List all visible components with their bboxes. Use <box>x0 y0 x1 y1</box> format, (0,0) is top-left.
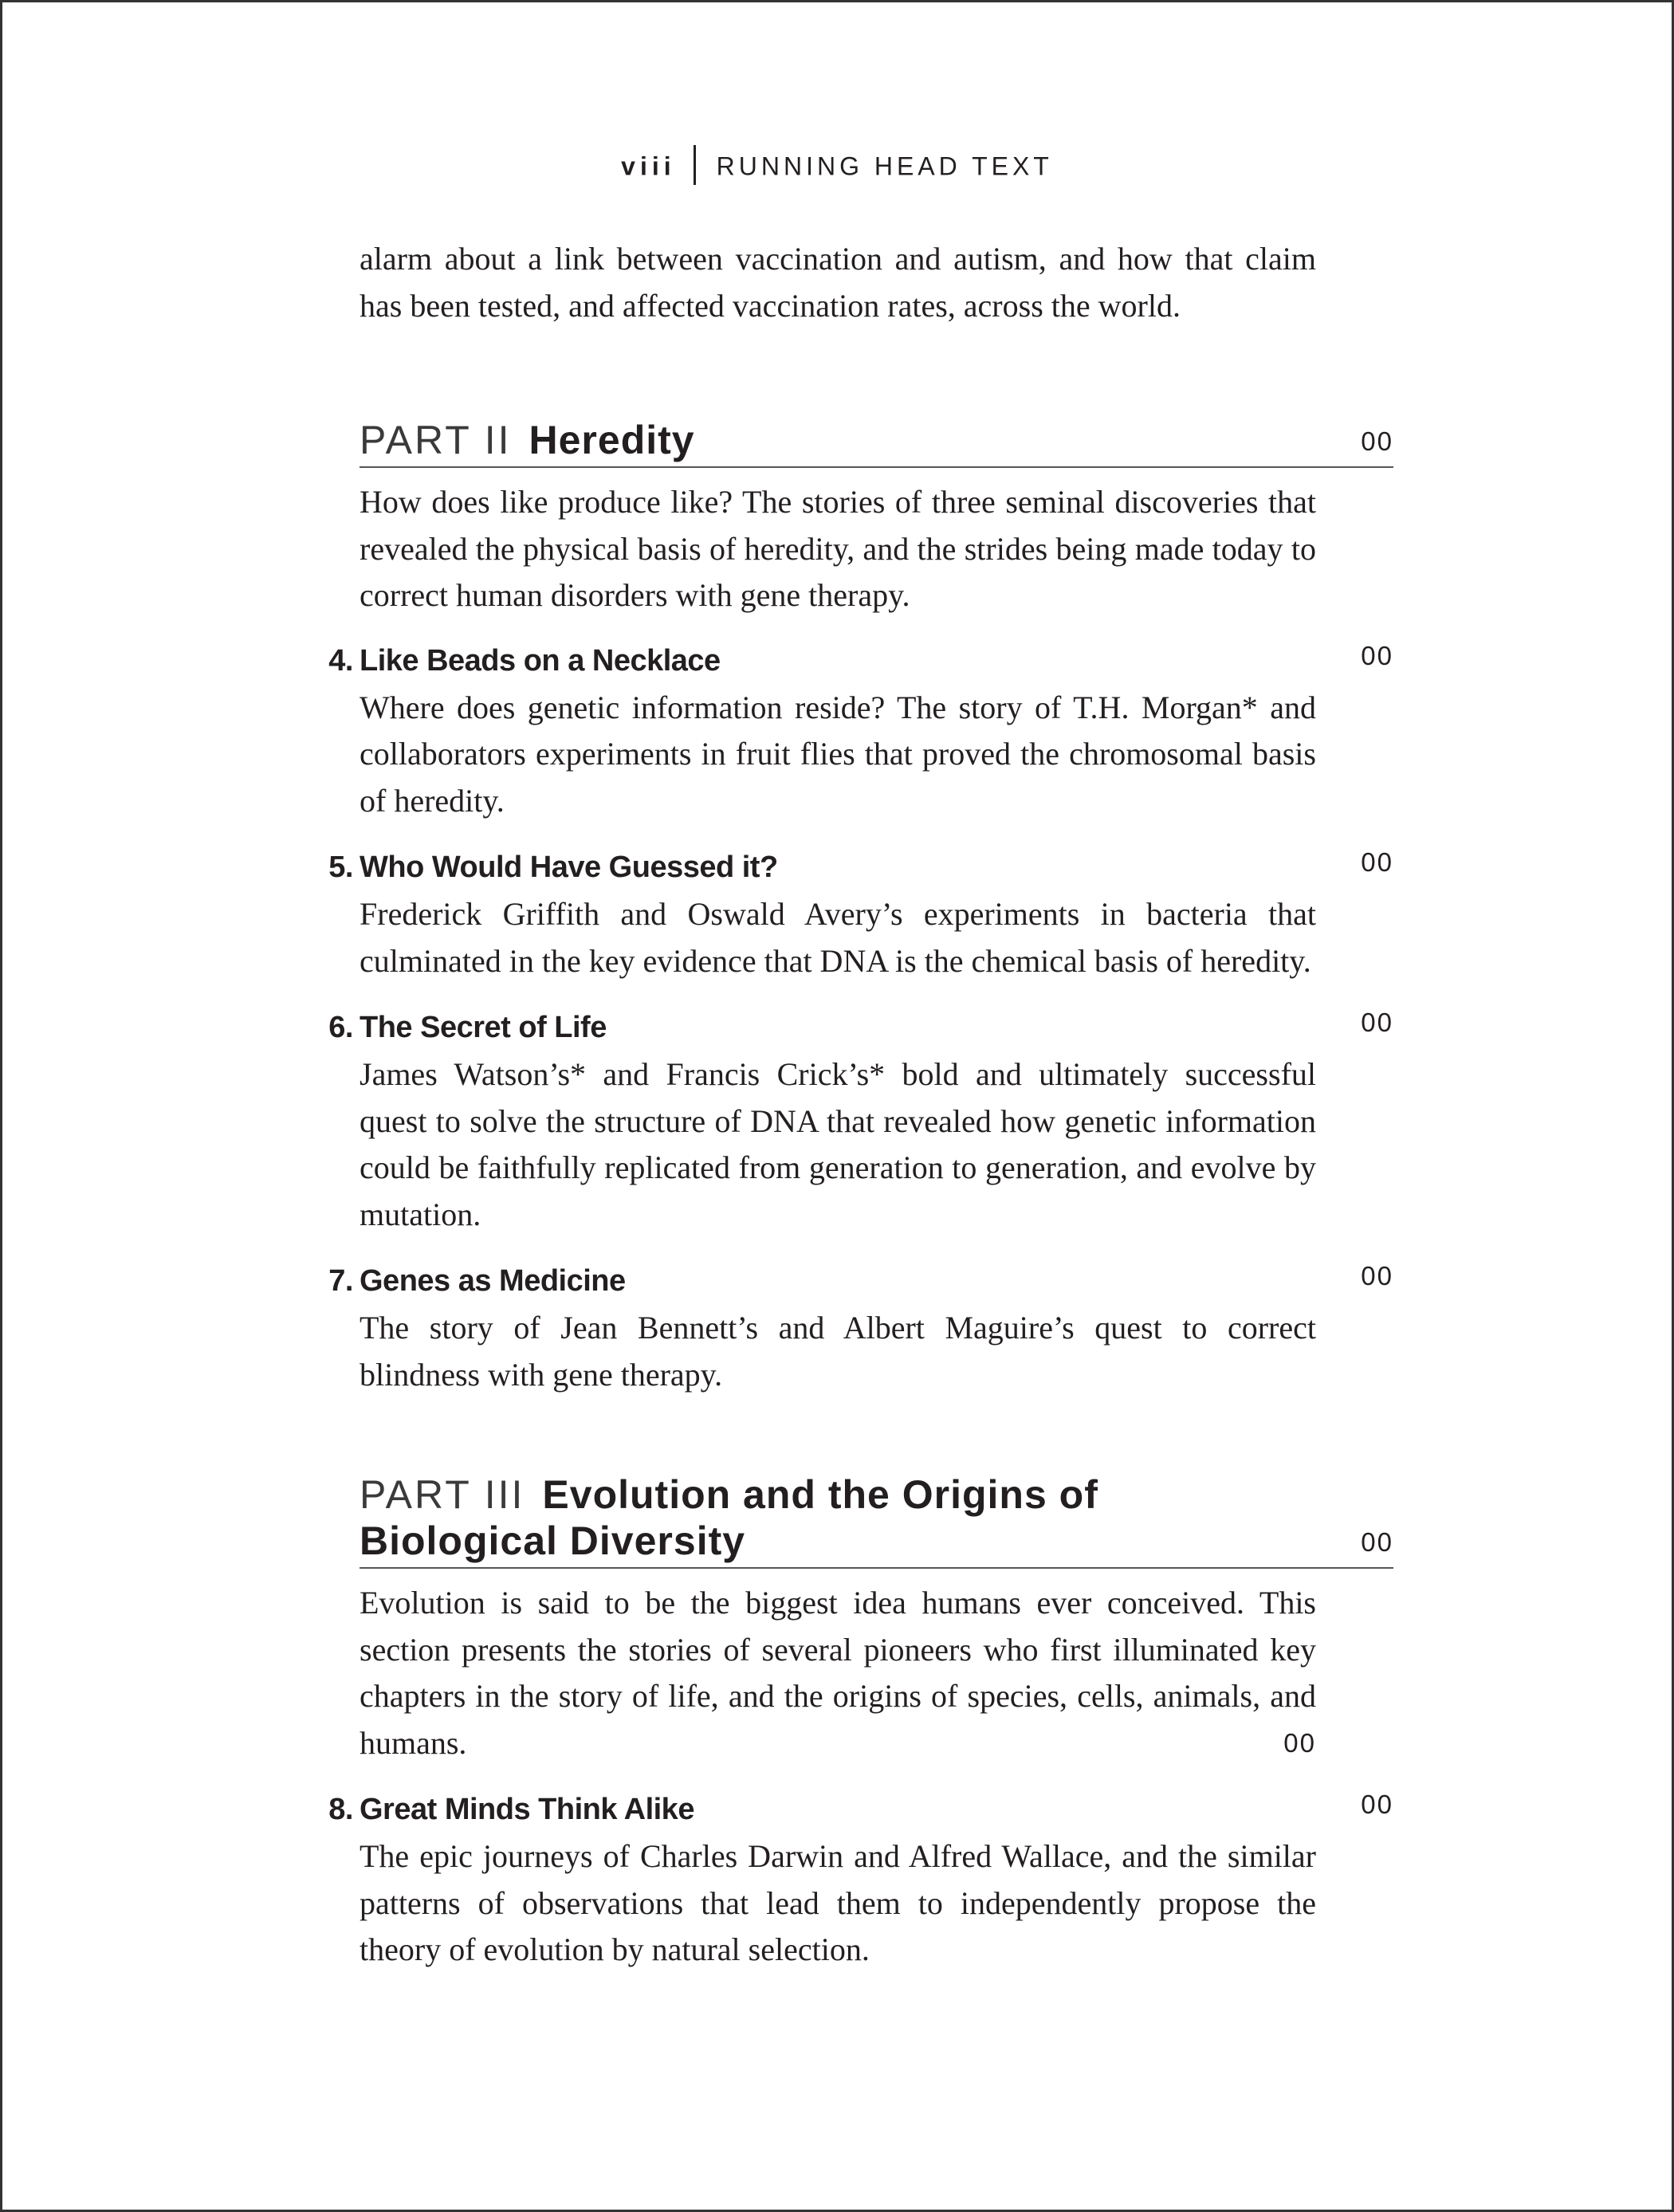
running-head-divider <box>694 145 696 185</box>
folio-page-number: viii <box>621 151 676 181</box>
chapter-title: Like Beads on a Necklace <box>360 643 721 678</box>
chapter-number: 5. <box>328 851 353 884</box>
chapter-page-number: 00 <box>1361 1008 1393 1037</box>
running-head <box>0 148 1674 188</box>
chapter-heading <box>328 847 1393 888</box>
chapter-description: The story of Jean Bennett’s and Albert Maguire’s quest to correct blindness with gene therapy. <box>360 1310 1316 1393</box>
chapter-page-number: 00 <box>1361 1790 1393 1819</box>
part-name: Evolution and the Origins of Biological Diversity <box>360 1472 1098 1563</box>
part-title <box>360 417 1276 466</box>
part-page-number: 00 <box>1361 1527 1393 1557</box>
chapter-title: Who Would Have Guessed it? <box>360 851 778 884</box>
part-description: How does like produce like? The stories of three seminal discoveries that revealed the physical basis of heredity, and the strides being made today to correct human disorders with gene therapy. <box>360 484 1316 613</box>
chapter-page-number: 00 <box>1361 1261 1393 1291</box>
chapter-heading <box>328 640 1393 682</box>
chapter-description: Frederick Griffith and Oswald Avery’s experiments in bacteria that culminated in the key evidence that DNA is the chemical basis of heredity. <box>360 896 1316 979</box>
chapter-description: James Watson’s* and Francis Crick’s* bold and ultimately successful quest to solve the structure of DNA that revealed how genetic information could be faithfully replicated from generation to generation, and evolve by mutation. <box>360 1056 1316 1232</box>
part-page-number: 00 <box>1361 426 1393 456</box>
chapter-number: 4. <box>328 643 353 678</box>
part-name: Heredity <box>529 418 695 462</box>
chapter-number: 7. <box>328 1264 353 1298</box>
chapter-heading <box>328 1007 1393 1048</box>
chapter-title: Great Minds Think Alike <box>360 1793 694 1826</box>
chapter-description: Where does genetic information reside? The story of T.H. Morgan* and collaborators experiments in fruit flies that proved the chromosomal basis of heredity. <box>360 689 1316 819</box>
running-head-text: RUNNING HEAD TEXT <box>716 151 1053 181</box>
part-description-text: Evolution is said to be the biggest idea humans ever conceived. This section presents the stories of several pioneers who first illuminated key chapters in the story of life, and the origins of species, cells, animals, and humans. <box>360 1585 1316 1761</box>
chapter-heading <box>328 1789 1393 1830</box>
intro-continuation: alarm about a link between vaccination and autism, and how that claim has been tested, and affected vaccination rates, across the world. <box>360 241 1316 324</box>
part-heading <box>360 417 1393 468</box>
part-title <box>360 1471 1276 1567</box>
chapter-page-number: 00 <box>1361 640 1393 670</box>
chapter-number: 8. <box>328 1793 353 1826</box>
chapter-page-number: 00 <box>1361 847 1393 877</box>
chapter-title: Genes as Medicine <box>360 1264 626 1298</box>
table-of-contents <box>328 236 1396 1974</box>
part-description <box>360 1580 1316 1766</box>
chapter-heading <box>328 1260 1393 1302</box>
chapter-title: The Secret of Life <box>360 1011 607 1044</box>
chapter-description: The epic journeys of Charles Darwin and Alfred Wallace, and the similar patterns of observations that lead them to independently propose the theory of evolution by natural selection. <box>360 1838 1316 1967</box>
part-label: PART II <box>360 418 512 462</box>
part-heading <box>360 1471 1393 1569</box>
part-label: PART III <box>360 1472 525 1517</box>
chapter-number: 6. <box>328 1011 353 1044</box>
part-description-page-number: 00 <box>1283 1727 1316 1758</box>
